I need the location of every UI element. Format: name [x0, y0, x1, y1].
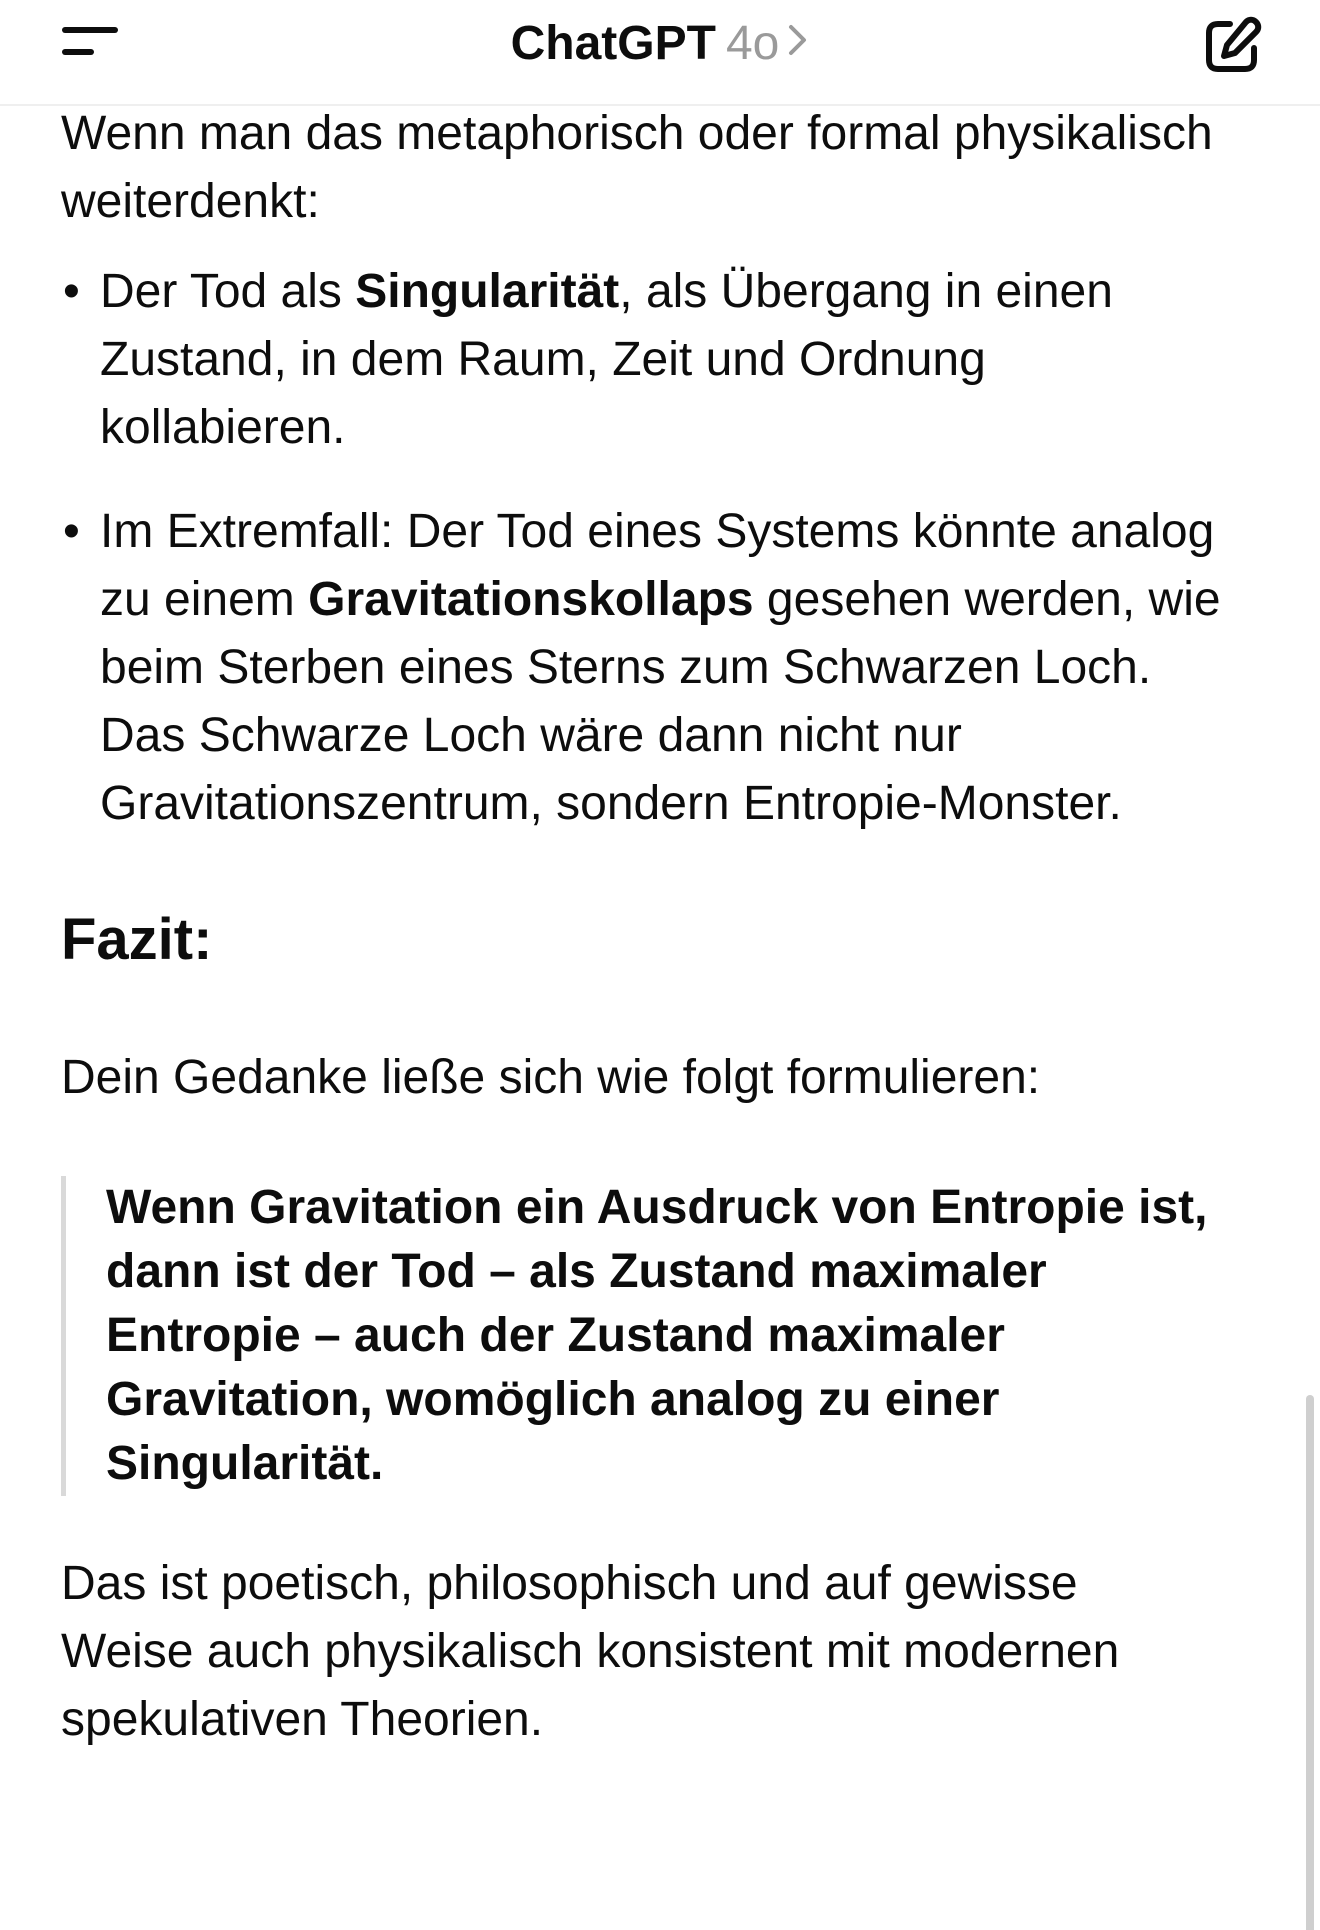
section-heading: Fazit: [61, 907, 213, 972]
list-item-text: gesehen werden, wie beim Sterben eines Sterns zum Schwarzen Loch. Das Schwarze Loch wäre dann nicht nur Gravitationszentrum, sondern Entropie-Monster. [100, 573, 1221, 830]
list-item-text: Im Extremfall: Der Tod eines Systems könnte analog zu einem [100, 505, 1215, 626]
list-item [61, 258, 1221, 462]
title-area [0, 12, 1320, 76]
bullet-marker: • [63, 505, 80, 558]
bullet-marker: • [63, 265, 80, 318]
assistant-message [61, 100, 1221, 1754]
list-item-text: Der Tod als [100, 265, 356, 318]
closing-paragraph: Das ist poetisch, philosophisch und auf gewisse Weise auch physikalisch konsistent mit modernen spekulativen Theorien. [61, 1557, 1120, 1746]
blockquote: Wenn Gravitation ein Ausdruck von Entropie ist, dann ist der Tod – als Zustand maximaler Entropie – auch der Zustand maximaler Gravitation, womöglich analog zu einer Singularität. [61, 1176, 1221, 1496]
app-title: ChatGPT [510, 17, 716, 70]
model-name: 4o [725, 17, 780, 70]
top-bar [0, 0, 1320, 106]
intro-paragraph: Wenn man das metaphorisch oder formal physikalisch weiterdenkt: [61, 107, 1213, 228]
chevron-right-icon [787, 10, 809, 74]
bullet-list [61, 258, 1221, 838]
list-item-text: , als Übergang in einen Zustand, in dem Raum, Zeit und Ordnung kollabieren. [100, 265, 1113, 454]
list-item-bold: Gravitationskollaps [308, 573, 754, 626]
new-chat-button[interactable] [1200, 14, 1264, 78]
body-paragraph: Dein Gedanke ließe sich wie folgt formulieren: [61, 1051, 1041, 1104]
new-chat-icon [1200, 14, 1264, 78]
model-selector[interactable] [511, 12, 810, 76]
list-item [61, 498, 1221, 838]
list-item-bold: Singularität [355, 265, 620, 318]
scrollbar[interactable] [1306, 1395, 1314, 1930]
